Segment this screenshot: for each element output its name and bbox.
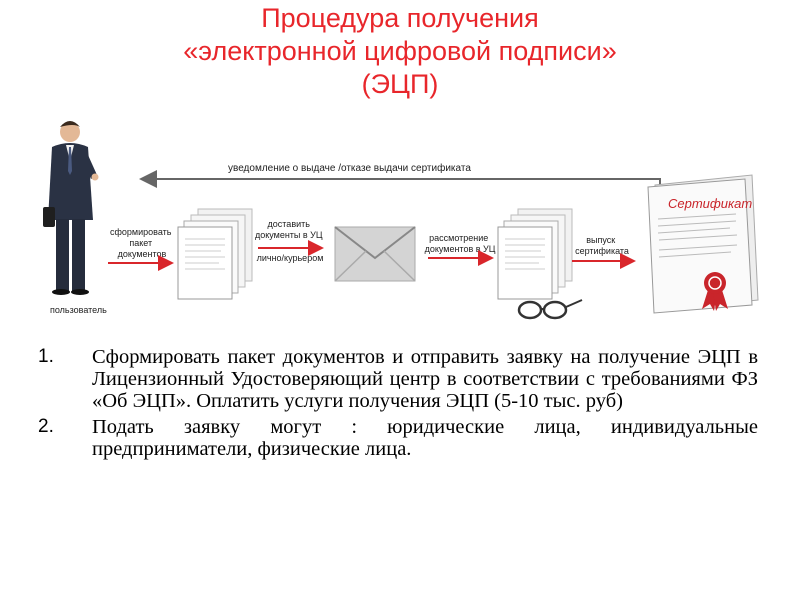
certificate-icon	[648, 175, 758, 313]
list-item-text: Сформировать пакет документов и отправить заявку на получение ЭЦП в Лицензионный Удостоверяющий центр в соответствии с требованиями ФЗ «Об ЭЦП». Оплатить услуги получения ЭЦП (5-10 тыс. руб)	[92, 346, 758, 412]
feedback-arrow	[155, 162, 660, 205]
step4-label	[575, 235, 629, 256]
step1-line-1: сформировать	[110, 227, 172, 237]
process-diagram	[0, 115, 800, 340]
step1-label	[110, 227, 174, 259]
step-form-package	[108, 227, 174, 263]
step2-line-2: документы в УЦ	[254, 230, 323, 240]
step3-line-2: документов в УЦ	[424, 244, 496, 254]
list-item-number: 2.	[38, 416, 54, 437]
step3-label	[425, 233, 496, 254]
step-issue-certificate	[572, 235, 634, 261]
title-line-3: (ЭЦП)	[361, 69, 439, 99]
list-item-number: 1.	[38, 346, 54, 367]
list-item-text: Подать заявку могут : юридические лица, индивидуальные предприниматели, физические лица.	[92, 416, 758, 460]
procedure-list	[38, 346, 758, 464]
slide-title	[0, 2, 800, 101]
list-item	[38, 346, 758, 412]
step2-line-3: лично/курьером	[256, 253, 324, 263]
step2-label	[255, 219, 325, 263]
step-review-documents	[425, 233, 496, 258]
envelope-icon	[335, 227, 415, 281]
certificate-title: Сертификат	[668, 196, 753, 211]
step2-line-1: доставить	[267, 219, 310, 229]
review-document-stack-icon	[498, 209, 572, 299]
step1-line-3: документов	[117, 249, 167, 259]
user-label: пользователь	[50, 305, 107, 315]
document-stack-icon	[178, 209, 252, 299]
step4-line-2: сертификата	[575, 246, 629, 256]
title-line-1: Процедура получения	[261, 3, 539, 33]
glasses-icon	[519, 300, 582, 318]
feedback-label: уведомление о выдаче /отказе выдачи сертификата	[228, 163, 471, 174]
step4-line-1: выпуск	[586, 235, 616, 245]
step1-line-2: пакет	[129, 238, 153, 248]
step-deliver-documents	[255, 219, 325, 263]
user-figure	[43, 121, 107, 315]
step3-line-1: рассмотрение	[429, 233, 489, 243]
list-item	[38, 416, 758, 460]
title-line-2: «электронной цифровой подписи»	[183, 36, 617, 66]
